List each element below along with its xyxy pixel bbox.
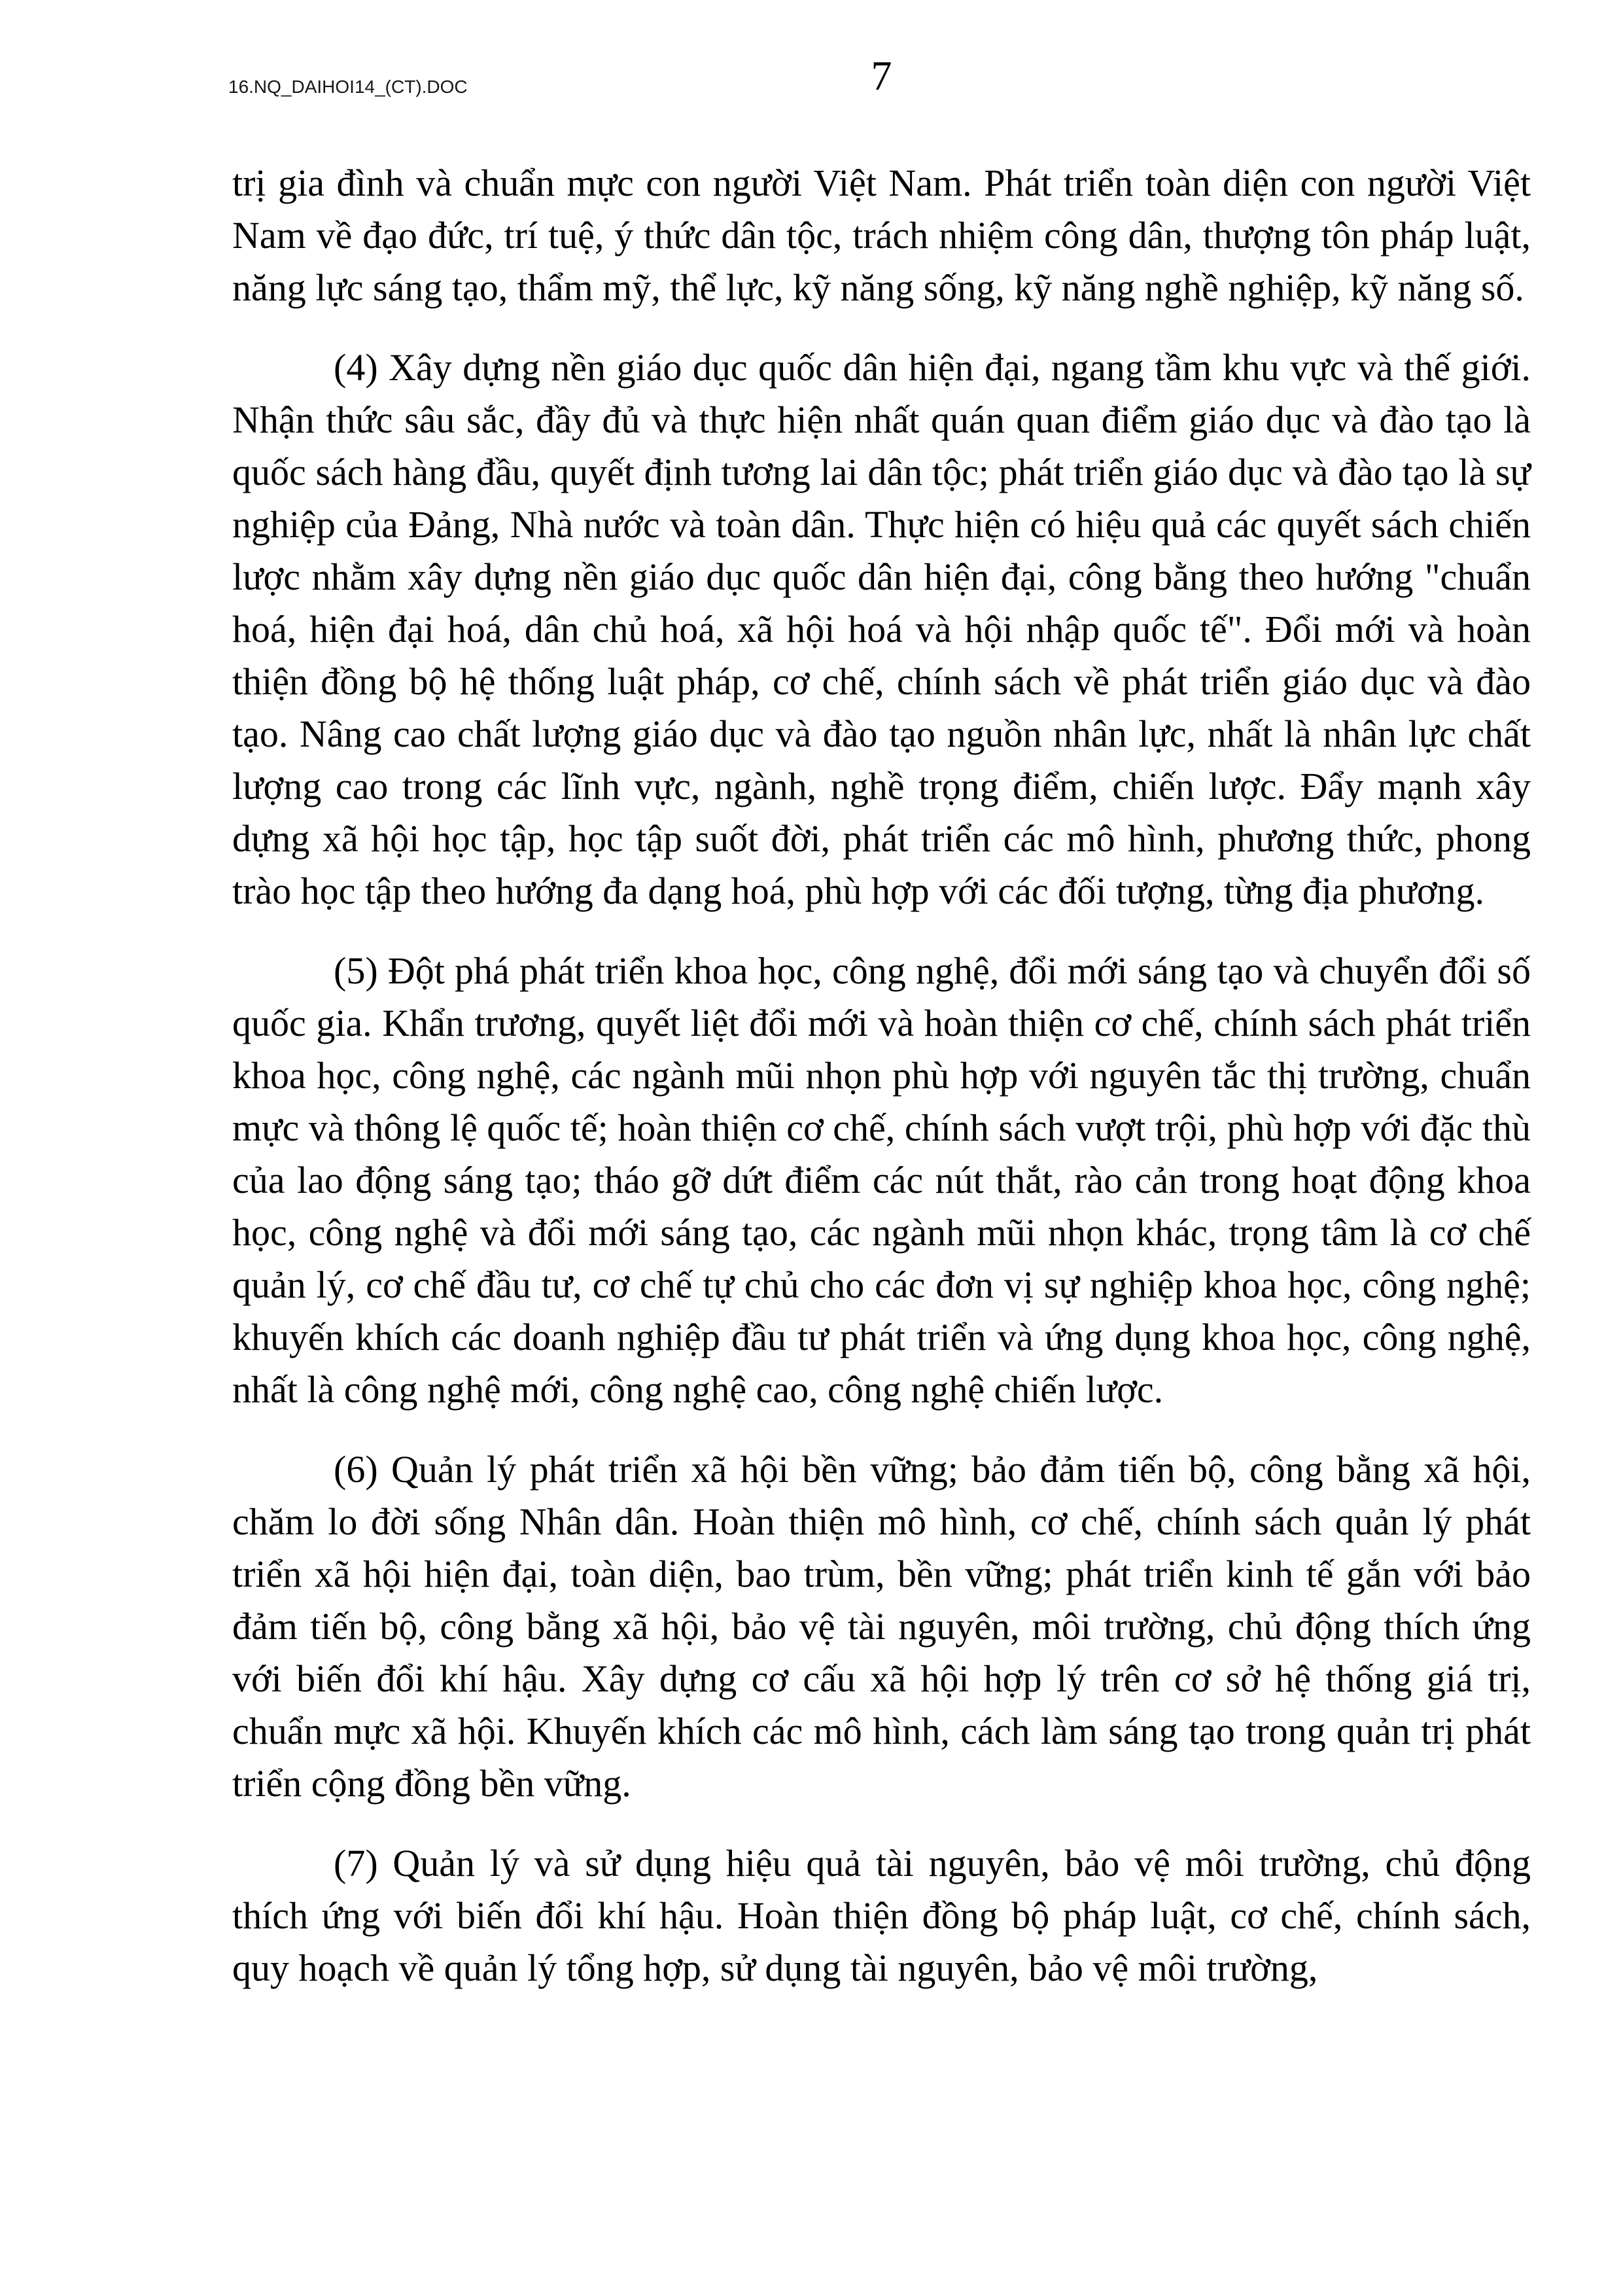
paragraph-item-5: (5) Đột phá phát triển khoa học, công nghệ, đổi mới sáng tạo và chuyển đổi số quốc gia. Khẩn trương, quyết liệt đổi mới và hoàn thiện cơ chế, chính sách phát triển khoa học, công nghệ, các ngành mũi nhọn phù hợp với nguyên tắc thị trường, chuẩn mực và thông lệ quốc tế; hoàn thiện cơ chế, chính sách vượt trội, phù hợp với đặc thù của lao động sáng tạo; tháo gỡ dứt điểm các nút thắt, rào cản trong hoạt động khoa học, công nghệ và đổi mới sáng tạo, các ngành mũi nhọn khác, trọng tâm là cơ chế quản lý, cơ chế đầu tư, cơ chế tự chủ cho các đơn vị sự nghiệp khoa học, công nghệ; khuyến khích các doanh nghiệp đầu tư phát triển và ứng dụng khoa học, công nghệ, nhất là công nghệ mới, công nghệ cao, công nghệ chiến lược. [232, 949, 1531, 1411]
paragraph-item-6: (6) Quản lý phát triển xã hội bền vững; bảo đảm tiến bộ, công bằng xã hội, chăm lo đời sống Nhân dân. Hoàn thiện mô hình, cơ chế, chính sách quản lý phát triển xã hội hiện đại, toàn diện, bao trùm, bền vững; phát triển kinh tế gắn với bảo đảm tiến bộ, công bằng xã hội, bảo vệ tài nguyên, môi trường, chủ động thích ứng với biến đổi khí hậu. Xây dựng cơ cấu xã hội hợp lý trên cơ sở hệ thống giá trị, chuẩn mực xã hội. Khuyến khích các mô hình, cách làm sáng tạo trong quản trị phát triển cộng đồng bền vững. [232, 1448, 1531, 1805]
document-filename: 16.NQ_DAIHOI14_(CT).DOC [228, 77, 468, 97]
document-body [232, 157, 1531, 2022]
page-number: 7 [871, 52, 892, 99]
paragraph-continuation: trị gia đình và chuẩn mực con người Việt Nam. Phát triển toàn diện con người Việt Nam về đạo đức, trí tuệ, ý thức dân tộc, trách nhiệm công dân, thượng tôn pháp luật, năng lực sáng tạo, thẩm mỹ, thể lực, kỹ năng sống, kỹ năng nghề nghiệp, kỹ năng số. [232, 162, 1531, 309]
paragraph-item-4: (4) Xây dựng nền giáo dục quốc dân hiện đại, ngang tầm khu vực và thế giới. Nhận thức sâu sắc, đầy đủ và thực hiện nhất quán quan điểm giáo dục và đào tạo là quốc sách hàng đầu, quyết định tương lai dân tộc; phát triển giáo dục và đào tạo là sự nghiệp của Đảng, Nhà nước và toàn dân. Thực hiện có hiệu quả các quyết sách chiến lược nhằm xây dựng nền giáo dục quốc dân hiện đại, công bằng theo hướng "chuẩn hoá, hiện đại hoá, dân chủ hoá, xã hội hoá và hội nhập quốc tế". Đổi mới và hoàn thiện đồng bộ hệ thống luật pháp, cơ chế, chính sách về phát triển giáo dục và đào tạo. Nâng cao chất lượng giáo dục và đào tạo nguồn nhân lực, nhất là nhân lực chất lượng cao trong các lĩnh vực, ngành, nghề trọng điểm, chiến lược. Đẩy mạnh xây dựng xã hội học tập, học tập suốt đời, phát triển các mô hình, phương thức, phong trào học tập theo hướng đa dạng hoá, phù hợp với các đối tượng, từng địa phương. [232, 346, 1531, 912]
paragraph-item-7: (7) Quản lý và sử dụng hiệu quả tài nguyên, bảo vệ môi trường, chủ động thích ứng với biến đổi khí hậu. Hoàn thiện đồng bộ pháp luật, cơ chế, chính sách, quy hoạch về quản lý tổng hợp, sử dụng tài nguyên, bảo vệ môi trường, [232, 1842, 1531, 1989]
